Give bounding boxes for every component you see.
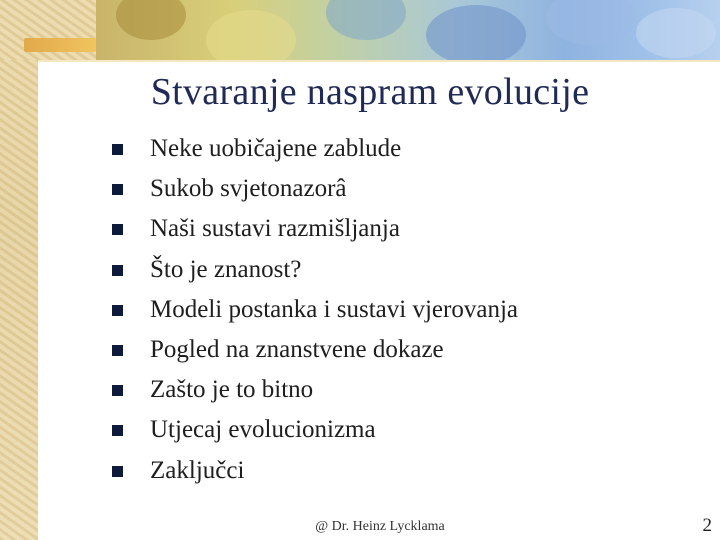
square-bullet-icon — [112, 184, 123, 195]
list-item-text: Utjecaj evolucionizma — [150, 416, 376, 444]
square-bullet-icon — [112, 345, 123, 356]
left-decorative-strip — [0, 0, 38, 540]
list-item-text: Što je znanost? — [150, 255, 302, 283]
list-item — [112, 295, 672, 335]
list-item — [112, 255, 672, 295]
page-number: 2 — [702, 515, 712, 536]
list-item — [112, 174, 672, 214]
slide-title: Stvaranje naspram evolucije — [150, 71, 590, 113]
list-item-text: Zašto je to bitno — [150, 376, 314, 404]
banner-divider — [38, 60, 720, 62]
list-item-text: Pogled na znanstvene dokaze — [150, 335, 444, 363]
square-bullet-icon — [112, 144, 123, 155]
square-bullet-icon — [112, 224, 123, 235]
square-bullet-icon — [112, 425, 123, 436]
banner-artwork — [96, 0, 720, 60]
list-item-text: Zaključci — [150, 456, 245, 484]
top-decorative-banner — [0, 0, 720, 60]
list-item — [112, 335, 672, 375]
list-item — [112, 375, 672, 415]
gold-accent-bar — [24, 38, 96, 52]
square-bullet-icon — [112, 466, 123, 477]
list-item-text: Sukob svjetonazorâ — [150, 175, 347, 203]
square-bullet-icon — [112, 385, 123, 396]
bullet-list — [112, 134, 672, 496]
square-bullet-icon — [112, 305, 123, 316]
square-bullet-icon — [112, 265, 123, 276]
list-item — [112, 134, 672, 174]
list-item — [112, 214, 672, 254]
list-item — [112, 456, 672, 496]
list-item — [112, 415, 672, 455]
list-item-text: Naši sustavi razmišljanja — [150, 215, 400, 243]
list-item-text: Modeli postanka i sustavi vjerovanja — [150, 295, 518, 323]
slide-footer: @ Dr. Heinz Lycklama — [315, 519, 445, 534]
list-item-text: Neke uobičajene zablude — [150, 135, 402, 162]
